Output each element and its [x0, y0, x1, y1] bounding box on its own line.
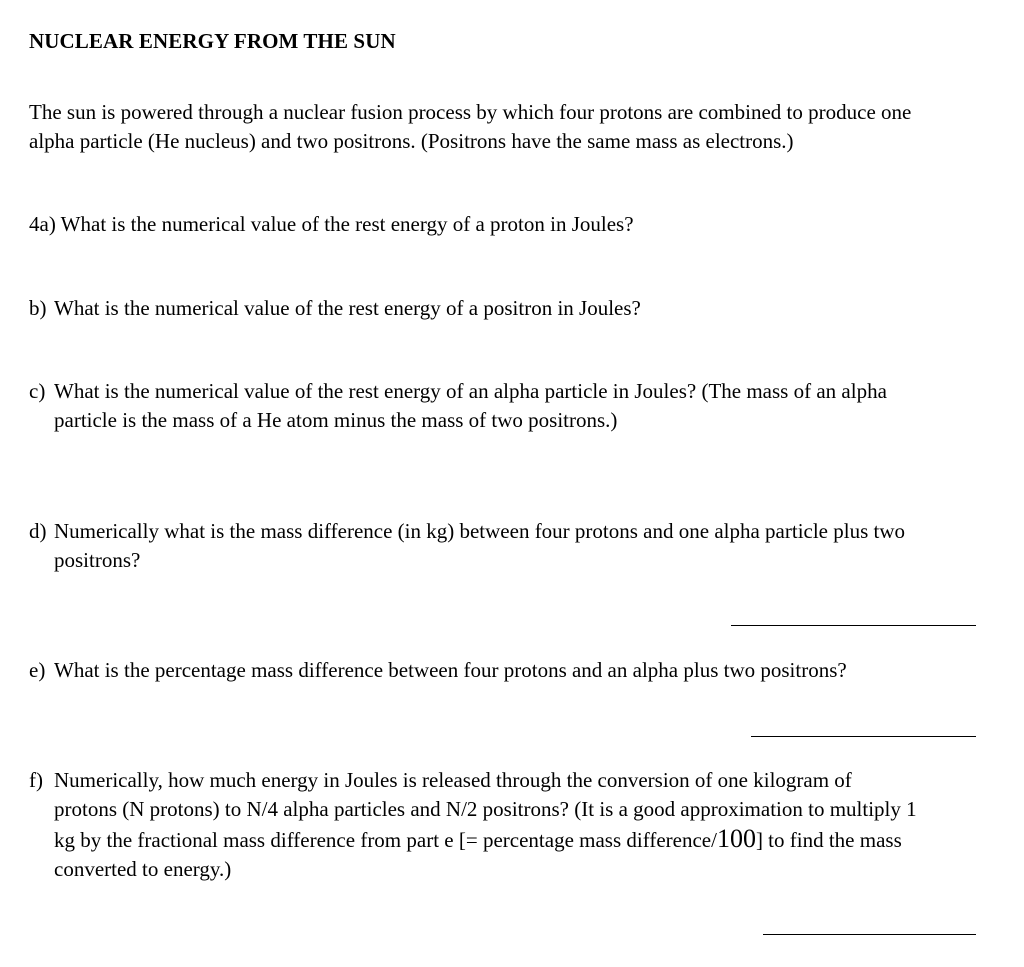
question-f-line-1: Numerically, how much energy in Joules is released through the conversion of one kilogram of [54, 768, 852, 792]
question-e-text: What is the percentage mass difference between four protons and an alpha plus two positrons? [54, 658, 847, 682]
question-f-line-3-number: 100 [716, 824, 756, 853]
answer-line-f[interactable] [763, 934, 976, 935]
answer-line-d[interactable] [731, 625, 976, 626]
intro-paragraph [29, 98, 989, 156]
question-d-line-2: positrons? [54, 548, 141, 572]
answer-line-e[interactable] [751, 736, 976, 737]
question-f-line-2: protons (N protons) to N/4 alpha particles and N/2 positrons? (It is a good approximation to multiply 1 [54, 797, 917, 821]
question-d-line-1: Numerically what is the mass difference (in kg) between four protons and one alpha particle plus two [54, 519, 906, 543]
question-c-line-1: What is the numerical value of the rest energy of an alpha particle in Joules? (The mass of an alpha [54, 379, 887, 403]
question-a [29, 210, 989, 239]
question-b [29, 294, 989, 323]
question-a-text: 4a) What is the numerical value of the rest energy of a proton in Joules? [29, 212, 634, 236]
question-b-text: What is the numerical value of the rest energy of a positron in Joules? [54, 296, 641, 320]
question-c [29, 377, 989, 435]
question-b-label: b) [29, 296, 47, 320]
question-f-line-4: converted to energy.) [54, 857, 232, 881]
intro-line-1: The sun is powered through a nuclear fusion process by which four protons are combined to produce one [29, 100, 912, 124]
question-f-line-3-pre: kg by the fractional mass difference from part e [= percentage mass difference/ [54, 828, 717, 852]
question-f [29, 766, 989, 884]
question-e-label: e) [29, 658, 46, 682]
question-e [29, 656, 989, 685]
question-f-line-3 [29, 824, 989, 855]
page-title: NUCLEAR ENERGY FROM THE SUN [29, 29, 396, 53]
question-c-line-2: particle is the mass of a He atom minus the mass of two positrons.) [54, 408, 618, 432]
question-d-label: d) [29, 519, 47, 543]
question-f-label: f) [29, 768, 43, 792]
intro-line-2: alpha particle (He nucleus) and two positrons. (Positrons have the same mass as electrons.) [29, 129, 794, 153]
question-f-line-3-post: ] to find the mass [755, 828, 902, 852]
question-c-label: c) [29, 379, 46, 403]
question-d [29, 517, 989, 575]
